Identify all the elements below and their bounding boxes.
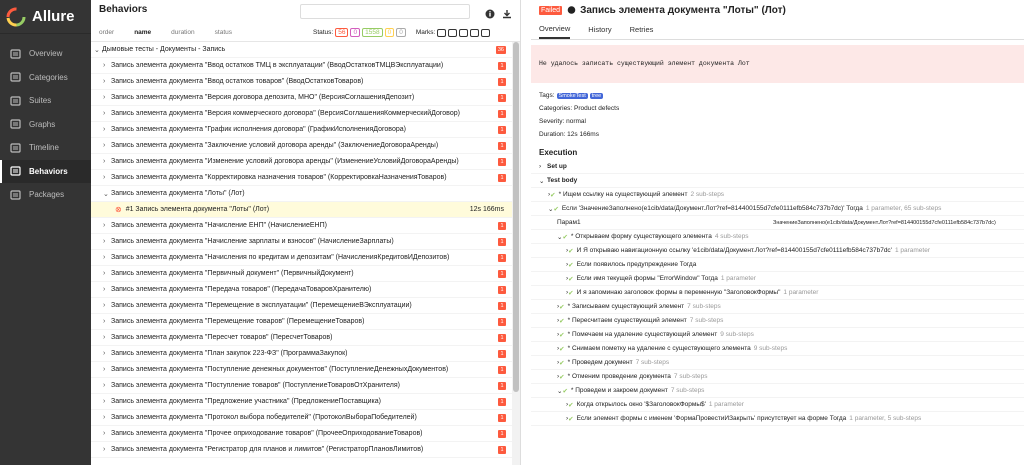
sidebar-item-categories[interactable] <box>0 66 91 90</box>
behavior-label: Запись элемента документа "Перемещение товаров" (ПеремещениеТоваров) <box>111 318 365 325</box>
behavior-label: Запись элемента документа "План закупок 223-ФЗ" (ПрограммаЗакупок) <box>111 350 348 357</box>
chevron-right-icon: › <box>103 254 106 261</box>
behavior-label: Запись элемента документа "Поступление денежных документов" (ПоступлениеДенежныхДокументов) <box>111 366 449 373</box>
step-row[interactable] <box>531 258 1024 272</box>
step-meta: 1 parameter, 5 sub-steps <box>849 415 922 422</box>
count-badge: 1 <box>498 110 506 118</box>
chevron-right-icon: › <box>103 158 106 165</box>
passed-status-icon: ✔ <box>553 205 559 213</box>
sidebar-item-behaviors[interactable] <box>0 160 91 184</box>
count-badge: 1 <box>498 62 506 70</box>
chevron-right-icon: › <box>557 345 560 352</box>
step-row[interactable] <box>531 342 1024 356</box>
tags-label: Tags: <box>539 92 555 99</box>
chevron-right-icon: › <box>103 398 106 405</box>
passed-status-icon: ✔ <box>568 415 574 423</box>
behavior-label: Запись элемента документа "Регистратор для планов и лимитов" (РегистраторПлановЛимитов) <box>111 446 424 453</box>
sidebar-item-label: Overview <box>29 49 63 59</box>
behavior-label: Запись элемента документа "Ввод остатков ТМЦ в эксплуатации" (ВводОстатковТМЦВЭксплуатации) <box>111 62 444 69</box>
step-label: И Я открываю навигационную ссылку 'e1cib/data/Документ.Лот?ref=814400155d7cfe0111efb584c737b7dc' <box>576 247 892 254</box>
step-meta: 1 parameter, 65 sub-steps <box>865 205 942 212</box>
behavior-label: Запись элемента документа "Заключение условий договора аренды" (ЗаключениеДоговораАренды) <box>111 142 439 149</box>
severity-line: Severity: normal <box>539 118 586 125</box>
flaky-icon <box>567 1 576 19</box>
test-duration: 12s 166ms <box>469 206 504 213</box>
status-label: Status: <box>313 29 334 36</box>
step-row[interactable] <box>531 370 1024 384</box>
behavior-label: Запись элемента документа "Предложение участника" (ПредложениеПоставщика) <box>111 398 381 405</box>
step-label: Если появилось предупреждение Тогда <box>576 261 697 268</box>
passed-status-icon: ✔ <box>559 373 565 381</box>
chevron-right-icon: › <box>103 174 106 181</box>
passed-status-icon: ✔ <box>559 359 565 367</box>
status-badge: Failed <box>541 6 561 14</box>
passed-status-icon: ✔ <box>559 331 565 339</box>
behavior-row[interactable] <box>91 170 513 186</box>
tab-retries[interactable]: Retries <box>629 25 654 34</box>
behavior-row[interactable] <box>91 234 513 250</box>
tree-list <box>91 42 513 465</box>
count-badge: 1 <box>498 398 506 406</box>
app-title: Allure <box>32 8 75 25</box>
behavior-row[interactable] <box>91 154 513 170</box>
passed-status-icon: ✔ <box>562 233 568 241</box>
behavior-label: Запись элемента документа "График исполнения договора" (ГрафикИсполненияДоговора) <box>111 126 406 133</box>
step-label: * Помечаем на удаление существующий элемент <box>567 331 718 338</box>
count-badge: 1 <box>498 430 506 438</box>
sidebar-item-label: Graphs <box>29 119 56 129</box>
status-broken-toggle[interactable]: 0 <box>350 28 360 37</box>
step-meta: 4 sub-steps <box>714 233 749 240</box>
step-label: * Пересчитаем существующий элемент <box>567 317 687 324</box>
sort-order[interactable]: order <box>99 29 115 36</box>
chevron-right-icon: › <box>103 238 106 245</box>
step-meta: 1 parameter <box>783 289 819 296</box>
step-label: * Записываем существующий элемент <box>567 303 685 310</box>
setup-label: Set up <box>547 163 567 170</box>
behavior-row[interactable] <box>91 378 513 394</box>
behavior-row[interactable] <box>91 218 513 234</box>
allure-logo[interactable] <box>0 0 91 34</box>
step-row[interactable] <box>531 412 1024 426</box>
status-failed-toggle[interactable]: 56 <box>335 28 348 37</box>
chevron-right-icon: › <box>103 334 106 341</box>
behavior-row[interactable] <box>91 442 513 458</box>
step-label: * Отменим проведение документа <box>567 373 671 380</box>
chevron-down-icon: ⌄ <box>539 177 545 185</box>
step-meta: 1 parameter <box>720 275 756 282</box>
step-label: Если имя текущей формы "ErrorWindow" Тогда <box>576 275 718 282</box>
behavior-row[interactable] <box>91 314 513 330</box>
step-row[interactable] <box>531 356 1024 370</box>
behaviors-icon <box>10 166 21 176</box>
chevron-right-icon: › <box>557 373 560 380</box>
step-meta: 7 sub-steps <box>635 359 670 366</box>
behavior-row[interactable] <box>91 74 513 90</box>
chevron-right-icon: › <box>566 401 569 408</box>
sidebar-item-overview[interactable] <box>0 42 91 66</box>
count-badge: 1 <box>498 254 506 262</box>
count-badge: 1 <box>498 174 506 182</box>
test-label: #1 Запись элемента документа "Лоты" (Лот) <box>125 206 270 213</box>
count-badge: 1 <box>498 142 506 150</box>
new-broken-mark-icon[interactable] <box>470 29 479 37</box>
behavior-row[interactable] <box>91 298 513 314</box>
step-label: И я запоминаю заголовок формы в переменную "ЗаголовокФормы" <box>576 289 781 296</box>
flaky-mark-icon[interactable] <box>437 29 446 37</box>
sort-duration[interactable]: duration <box>171 29 195 36</box>
sidebar-item-timeline[interactable] <box>0 136 91 160</box>
chevron-right-icon: › <box>539 163 542 170</box>
step-label: * Открываем форму существующего элемента <box>570 233 712 240</box>
behavior-row[interactable] <box>91 266 513 282</box>
test-body-label: Test body <box>547 177 578 184</box>
page-title: Behaviors <box>99 4 148 15</box>
chevron-right-icon: › <box>566 289 569 296</box>
allure-logo-icon <box>6 7 26 27</box>
behavior-row[interactable] <box>91 90 513 106</box>
behavior-label: Запись элемента документа "Перемещение в эксплуатации" (ПеремещениеВЭксплуатации) <box>111 302 412 309</box>
count-badge: 1 <box>498 302 506 310</box>
group-count-badge: 36 <box>497 47 504 53</box>
chevron-down-icon: ⌄ <box>94 46 100 54</box>
chevron-right-icon: › <box>103 446 106 453</box>
chevron-right-icon: › <box>103 62 106 69</box>
chevron-right-icon: › <box>103 302 106 309</box>
passed-status-icon: ✔ <box>559 345 565 353</box>
behavior-row[interactable] <box>91 122 513 138</box>
chevron-right-icon: › <box>103 110 106 117</box>
scrollbar[interactable] <box>512 42 520 465</box>
failed-status-icon: ⊗ <box>115 205 122 214</box>
tab-overview[interactable]: Overview <box>539 20 570 39</box>
sidebar-item-packages[interactable] <box>0 183 91 207</box>
count-badge: 1 <box>498 222 506 230</box>
behavior-label: Запись элемента документа "Прочее оприходование товаров" (ПрочееОприходованиеТоваров) <box>111 430 423 437</box>
count-badge: 1 <box>498 350 506 358</box>
passed-status-icon: ✔ <box>562 387 568 395</box>
count-badge: 1 <box>498 126 506 134</box>
info-icon[interactable] <box>485 6 495 16</box>
passed-status-icon: ✔ <box>568 261 574 269</box>
tag-badge: SmokeTest <box>558 92 586 99</box>
new-failed-mark-icon[interactable] <box>448 29 457 37</box>
behavior-label: Запись элемента документа "Первичный документ" (ПервичныйДокумент) <box>111 270 354 277</box>
step-meta: 9 sub-steps <box>753 345 788 352</box>
sort-name[interactable]: name <box>134 29 152 36</box>
status-passed-toggle[interactable]: 1558 <box>362 28 382 37</box>
behavior-row[interactable] <box>91 106 513 122</box>
behavior-row[interactable] <box>91 282 513 298</box>
count-badge: 1 <box>498 94 506 102</box>
step-row[interactable] <box>531 314 1024 328</box>
chevron-right-icon: › <box>103 366 106 373</box>
scrollbar-thumb[interactable] <box>513 42 519 392</box>
step-row[interactable] <box>531 384 1024 398</box>
passed-status-icon: ✔ <box>568 401 574 409</box>
step-label: * Проведем документ <box>567 359 633 366</box>
count-badge: 1 <box>498 238 506 246</box>
chevron-right-icon: › <box>566 415 569 422</box>
tags-line <box>539 89 1024 102</box>
chevron-down-icon: ⌄ <box>548 205 554 213</box>
step-label: Когда открылось окно '$ЗаголовокФормы$' <box>576 401 706 408</box>
search-input[interactable] <box>300 4 470 19</box>
retries-mark-icon[interactable] <box>481 29 490 37</box>
step-row[interactable] <box>531 300 1024 314</box>
behavior-row[interactable] <box>91 138 513 154</box>
sidebar-item-label: Timeline <box>29 143 59 153</box>
step-row[interactable] <box>531 328 1024 342</box>
categories-icon <box>10 72 21 82</box>
chevron-right-icon: › <box>103 430 106 437</box>
step-row[interactable] <box>531 202 1024 216</box>
behavior-row[interactable] <box>91 330 513 346</box>
chevron-right-icon: › <box>566 261 569 268</box>
step-row[interactable] <box>531 216 1024 230</box>
execution-heading: Execution <box>539 147 578 157</box>
chevron-down-icon: ⌄ <box>557 233 563 241</box>
passed-status-icon: ✔ <box>568 247 574 255</box>
test-title: Запись элемента документа "Лоты" (Лот) <box>580 4 786 16</box>
behavior-label: Запись элемента документа "Пересчет товаров" (ПересчетТоваров) <box>111 334 333 341</box>
passed-status-icon: ✔ <box>559 303 565 311</box>
marks-label: Marks: <box>415 29 436 36</box>
sidebar-item-label: Behaviors <box>29 166 68 176</box>
step-meta: 9 sub-steps <box>720 331 754 338</box>
tag-badge: tree <box>591 92 602 99</box>
sort-status[interactable]: status <box>214 29 233 36</box>
passed-status-icon: ✔ <box>559 317 565 325</box>
sidebar-item-suites[interactable] <box>0 89 91 113</box>
sidebar-item-label: Suites <box>29 96 52 106</box>
download-icon[interactable] <box>502 6 512 16</box>
chevron-down-icon: ⌄ <box>557 387 563 395</box>
behavior-label: Запись элемента документа "Начисление ЕНП" (НачислениеЕНП) <box>111 222 327 229</box>
behavior-label: Запись элемента документа "Ввод остатков товаров" (ВводОстатковТоваров) <box>111 78 364 85</box>
behavior-label: Запись элемента документа "Корректировка назначения товаров" (КорректировкаНазначенияТоваров) <box>111 174 447 181</box>
count-badge: 1 <box>498 286 506 294</box>
test-body-section[interactable] <box>531 174 1024 188</box>
sidebar <box>0 0 91 465</box>
behavior-row[interactable] <box>91 58 513 74</box>
step-row[interactable] <box>531 398 1024 412</box>
behaviors-panel <box>91 0 521 465</box>
behavior-label: Запись элемента документа "Версия договора депозита, МНО" (ВерсияСоглашенияДепозит) <box>111 94 415 101</box>
selected-test-row[interactable] <box>91 202 513 218</box>
step-row[interactable] <box>531 272 1024 286</box>
chevron-right-icon: › <box>103 270 106 277</box>
chevron-right-icon: › <box>103 286 106 293</box>
count-badge: 1 <box>498 78 506 86</box>
passed-status-icon: ✔ <box>550 191 556 199</box>
behavior-row[interactable] <box>91 346 513 362</box>
packages-icon <box>10 190 21 200</box>
chevron-right-icon: › <box>103 382 106 389</box>
chevron-right-icon: › <box>566 275 569 282</box>
overview-icon <box>10 49 21 59</box>
behavior-label: Запись элемента документа "Поступление товаров" (ПоступлениеТоваровОтХранителя) <box>111 382 400 389</box>
chevron-right-icon: › <box>103 126 106 133</box>
chevron-right-icon: › <box>103 222 106 229</box>
count-badge: 1 <box>498 382 506 390</box>
step-meta: 7 sub-steps <box>687 303 721 310</box>
count-badge: 1 <box>498 158 506 166</box>
step-meta: 1 parameter <box>708 401 744 408</box>
group-label: Дымовые тесты - Документы - Запись <box>102 46 226 53</box>
sidebar-item-label: Packages <box>29 190 65 200</box>
graphs-icon <box>10 119 21 129</box>
behavior-row[interactable] <box>91 410 513 426</box>
behavior-label: Запись элемента документа "Передача товаров" (ПередачаТоваровХранителю) <box>111 286 372 293</box>
count-badge: 1 <box>498 318 506 326</box>
step-param-value: ЗначениеЗаполнено(e1cib/data/Документ.Лот?ref=814400155d7cfe0111efb584c737b7dc) <box>773 219 996 226</box>
chevron-right-icon: › <box>103 350 106 357</box>
step-label: Если элемент формы с именем 'ФормаПровестиИЗакрыть' присутствует на форме Тогда <box>576 415 847 422</box>
step-meta: 7 sub-steps <box>670 387 705 394</box>
step-meta: 7 sub-steps <box>673 373 708 380</box>
behavior-label: Запись элемента документа "Лоты" (Лот) <box>111 190 245 197</box>
passed-status-icon: ✔ <box>568 289 574 297</box>
error-message: Не удалось записать существующий элемент документа Лот <box>531 45 1024 83</box>
step-meta: 2 sub-steps <box>690 191 725 198</box>
behavior-row[interactable] <box>91 394 513 410</box>
status-unknown-toggle[interactable]: 0 <box>396 28 406 37</box>
chevron-down-icon: ⌄ <box>103 190 109 198</box>
tab-history[interactable]: History <box>588 25 612 34</box>
count-badge: 1 <box>498 366 506 374</box>
step-label: Парам1 <box>557 219 581 226</box>
passed-status-icon: ✔ <box>568 275 574 283</box>
behavior-row[interactable] <box>91 250 513 266</box>
step-row[interactable] <box>531 188 1024 202</box>
step-meta: 7 sub-steps <box>689 317 724 324</box>
new-passed-mark-icon[interactable] <box>459 29 468 37</box>
step-row[interactable] <box>531 286 1024 300</box>
chevron-right-icon: › <box>557 317 560 324</box>
test-details-panel <box>531 0 1024 465</box>
chevron-right-icon: › <box>557 359 560 366</box>
chevron-right-icon: › <box>566 247 569 254</box>
duration-line: Duration: 12s 166ms <box>539 131 599 138</box>
count-badge: 1 <box>498 414 506 422</box>
count-badge: 1 <box>498 270 506 278</box>
behavior-label: Запись элемента документа "Протокол выбора победителей" (ПротоколВыбораПобедителей) <box>111 414 417 421</box>
setup-section[interactable] <box>531 160 1024 174</box>
behavior-label: Запись элемента документа "Начисления по кредитам и депозитам" (НачисленияКредитовИДепозитов) <box>111 254 450 261</box>
behavior-row[interactable] <box>91 186 513 202</box>
behavior-label: Запись элемента документа "Начисление зарплаты и взносов" (НачислениеЗарплаты) <box>111 238 394 245</box>
sidebar-item-graphs[interactable] <box>0 113 91 137</box>
chevron-right-icon: › <box>103 142 106 149</box>
chevron-right-icon: › <box>103 94 106 101</box>
step-meta: 1 parameter <box>894 247 930 254</box>
behavior-label: Запись элемента документа "Изменение условий договора аренды" (ИзменениеУсловийДоговораАренды) <box>111 158 459 165</box>
chevron-right-icon: › <box>103 414 106 421</box>
chevron-right-icon: › <box>557 303 560 310</box>
step-row[interactable] <box>531 230 1024 244</box>
chevron-right-icon: › <box>557 331 560 338</box>
count-badge: 1 <box>498 446 506 454</box>
group-row[interactable] <box>91 42 513 58</box>
step-label: * Ищем ссылку на существующий элемент <box>558 191 688 198</box>
timeline-icon <box>10 143 21 153</box>
step-label: * Снимаем пометку на удаление с существующего элемента <box>567 345 751 352</box>
chevron-right-icon: › <box>103 318 106 325</box>
categories-line: Categories: Product defects <box>539 105 620 112</box>
step-label: * Проведем и закроем документ <box>570 387 668 394</box>
status-skipped-toggle[interactable]: 0 <box>385 28 395 37</box>
suites-icon <box>10 96 21 106</box>
behavior-label: Запись элемента документа "Версия коммерческого договора" (ВерсияСоглашенияКоммерческийДоговор) <box>111 110 460 117</box>
count-badge: 1 <box>498 334 506 342</box>
behavior-row[interactable] <box>91 426 513 442</box>
chevron-right-icon: › <box>103 78 106 85</box>
step-label: Если 'ЗначениеЗаполнено(e1cib/data/Документ.Лот?ref=814400155d7cfe0111efb584c737b7dc)' Тогда <box>561 205 863 212</box>
chevron-right-icon: › <box>548 191 551 198</box>
step-row[interactable] <box>531 244 1024 258</box>
behavior-row[interactable] <box>91 362 513 378</box>
sidebar-item-label: Categories <box>29 72 68 82</box>
